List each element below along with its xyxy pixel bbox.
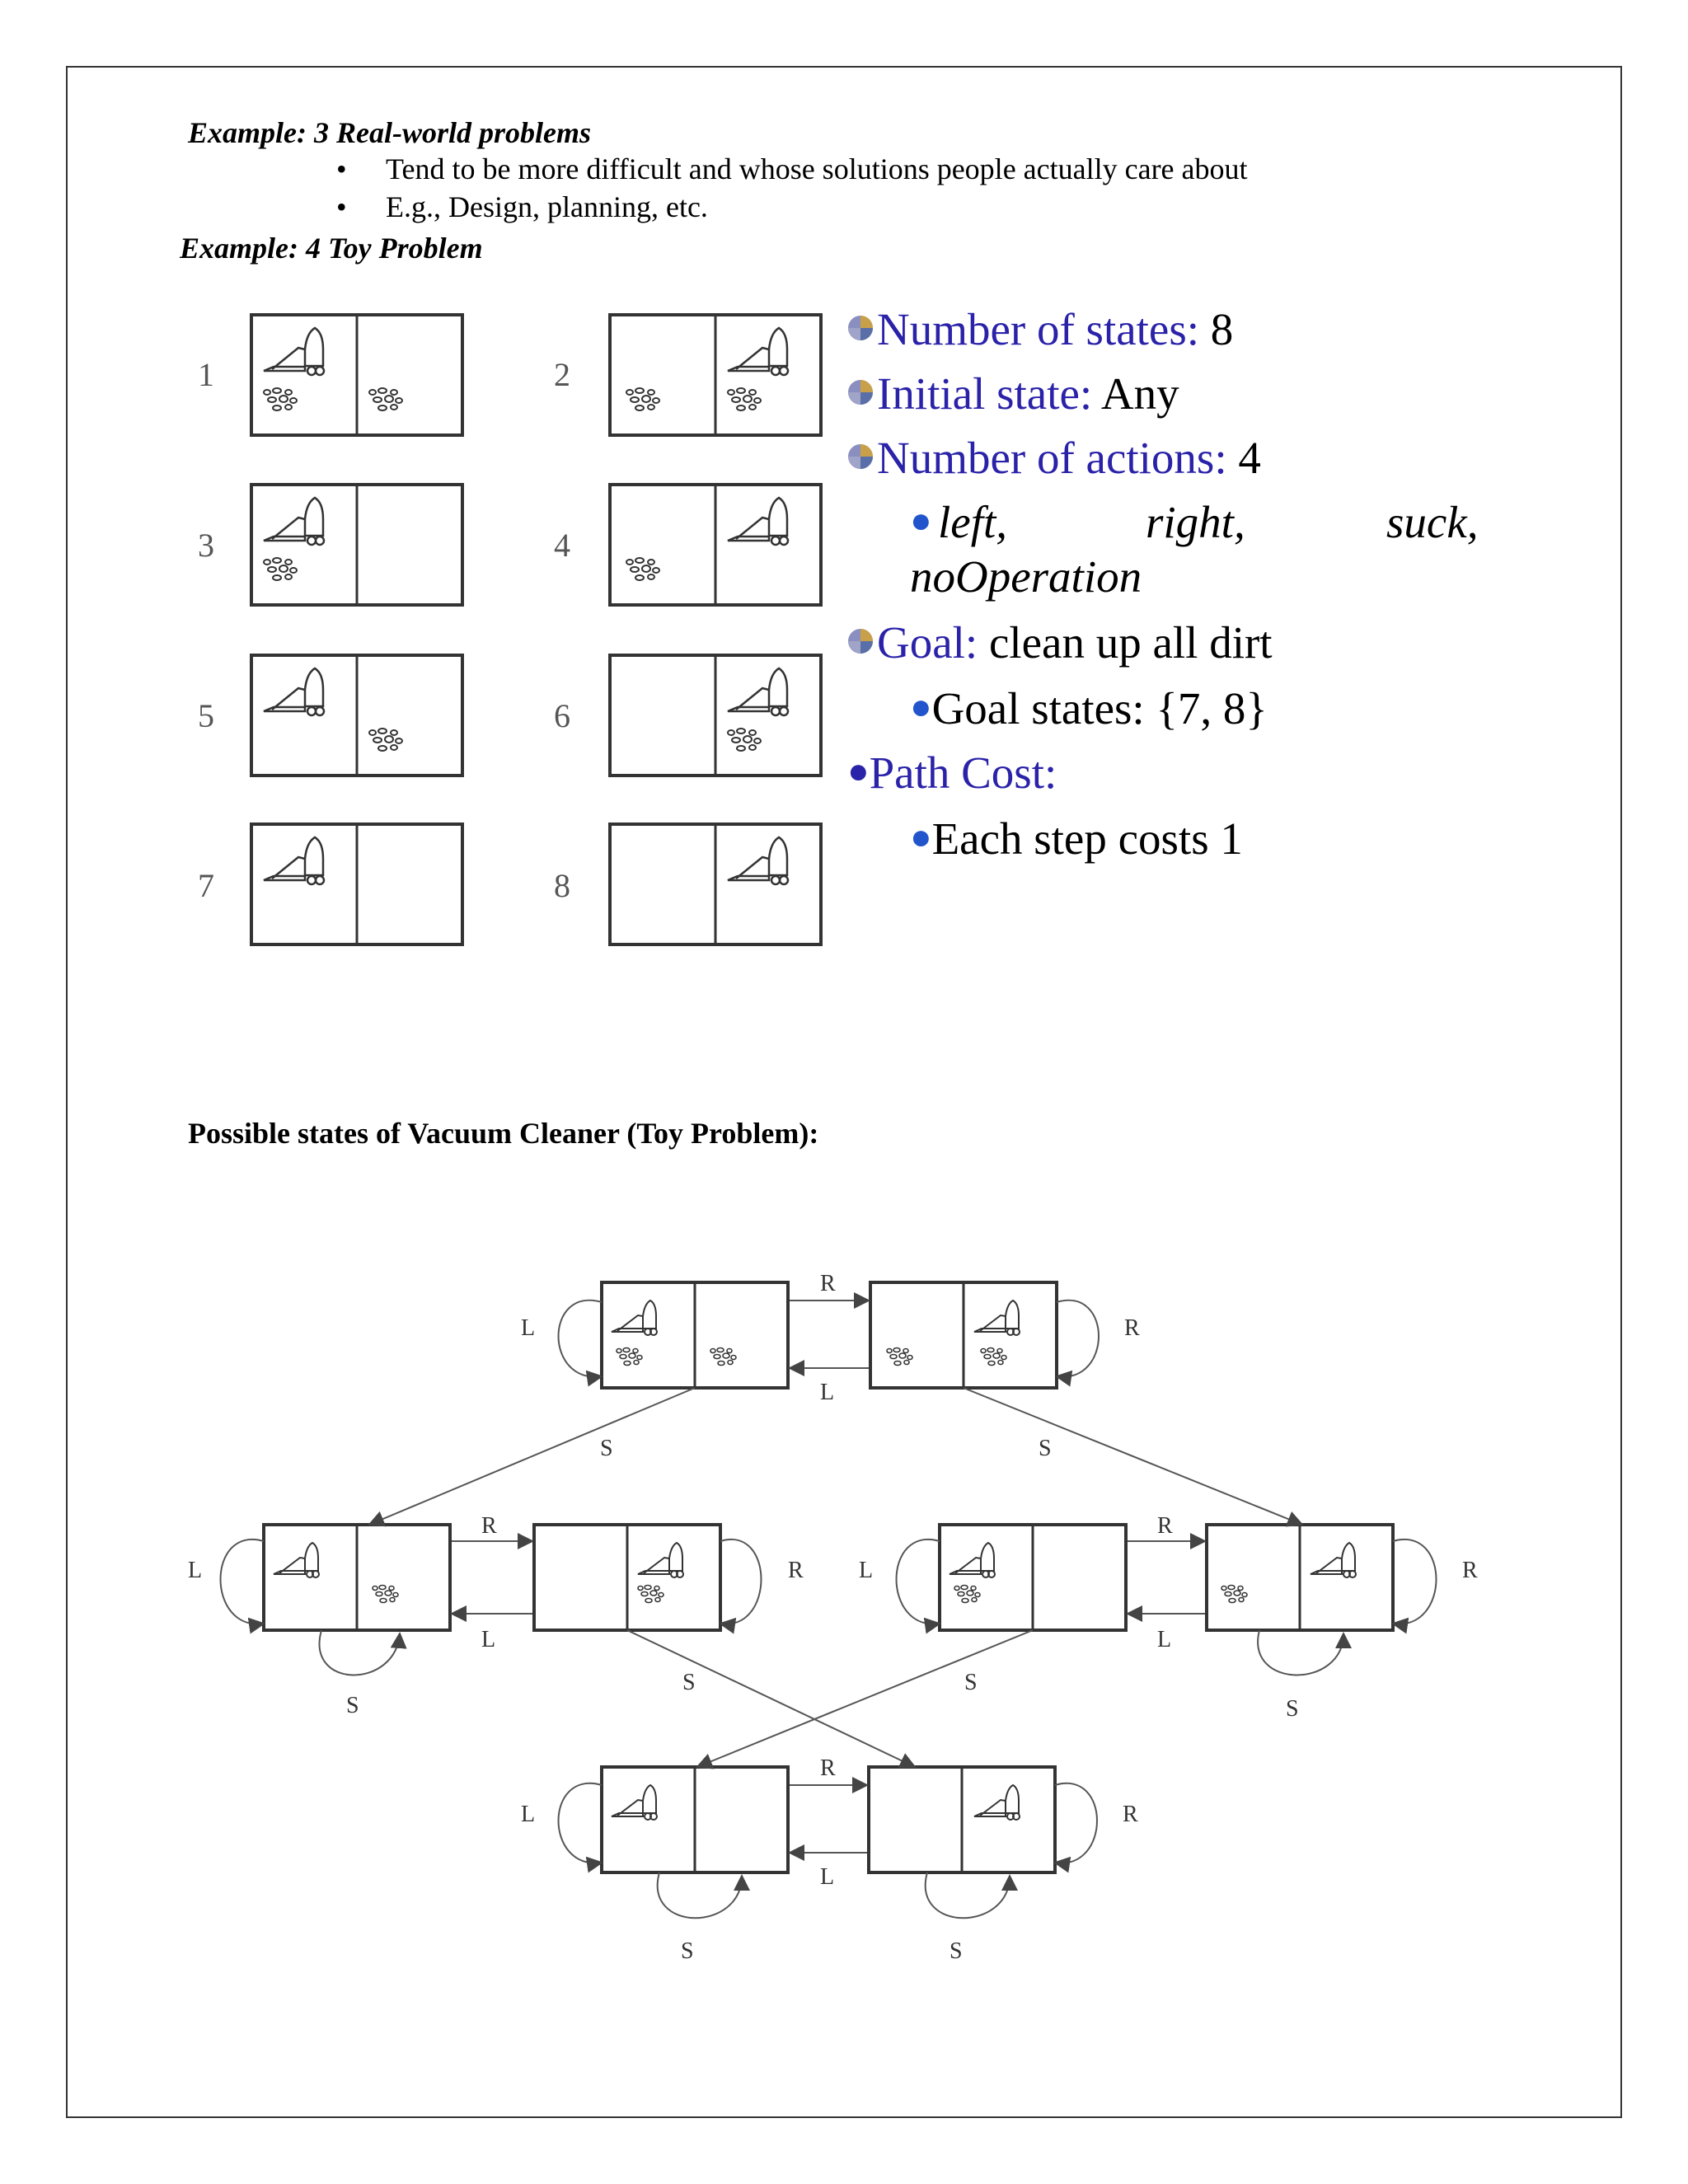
- pie-bullet-icon: [847, 315, 874, 341]
- state-number: 7: [198, 867, 214, 904]
- diagram-state-box: [264, 1525, 450, 1630]
- vacuum-icon: [728, 328, 788, 375]
- label-left: L: [521, 1315, 536, 1341]
- dirt-icon: [638, 1586, 663, 1603]
- dot-bullet-icon: ●: [910, 817, 932, 857]
- diagram-state-box: [534, 1525, 720, 1630]
- label-right: R: [1462, 1558, 1478, 1583]
- pie-bullet-icon: [847, 628, 874, 654]
- label-left: L: [481, 1627, 496, 1652]
- prop-value: clean up all dirt: [978, 617, 1273, 668]
- state-number: 8: [554, 867, 570, 904]
- label-suck: S: [600, 1436, 613, 1461]
- pie-bullet-icon: [847, 379, 874, 405]
- vacuum-icon: [612, 1301, 657, 1335]
- label-suck: S: [964, 1670, 978, 1695]
- vacuum-icon: [728, 498, 788, 545]
- prop-label: Number of states:: [877, 304, 1200, 354]
- goal-states: [910, 683, 1268, 733]
- goal-states-text: Goal states: {7, 8}: [931, 683, 1268, 733]
- label-left: L: [820, 1380, 835, 1405]
- label-right: R: [1124, 1315, 1140, 1341]
- path-cost-value: [910, 813, 1243, 864]
- vacuum-icon: [264, 328, 324, 375]
- transition-labels: [188, 1271, 1478, 1964]
- label-suck: S: [346, 1693, 359, 1718]
- dirt-icon: [710, 1348, 736, 1366]
- state-transition-diagram: [181, 1253, 1500, 1994]
- prop-label: Number of actions:: [877, 433, 1227, 483]
- dirt-icon: [369, 388, 402, 410]
- prop-path-cost: [847, 748, 1057, 798]
- dirt-icon: [981, 1348, 1006, 1366]
- dirt-icon: [887, 1348, 912, 1366]
- state-number: 3: [198, 527, 214, 564]
- prop-num-actions: [847, 433, 1261, 483]
- diagram-state-box: [940, 1525, 1126, 1630]
- label-right: R: [481, 1513, 497, 1539]
- path-cost-text: Each step costs 1: [931, 813, 1243, 864]
- actions-line-2: noOperation: [910, 551, 1142, 602]
- dot-bullet-icon: ●: [847, 751, 870, 791]
- dirt-icon: [626, 558, 659, 580]
- label-right: R: [788, 1558, 804, 1583]
- vacuum-icon: [728, 668, 788, 715]
- label-suck: S: [681, 1938, 694, 1964]
- label-right: R: [820, 1755, 836, 1781]
- vacuum-icon: [274, 1543, 319, 1577]
- dirt-icon: [617, 1348, 642, 1366]
- vacuum-icon: [1311, 1543, 1356, 1577]
- state-box-7: [251, 824, 462, 944]
- dirt-icon: [728, 729, 761, 751]
- example3-bullet-2: [336, 190, 708, 224]
- label-suck: S: [1039, 1436, 1052, 1461]
- prop-value: Any: [1092, 368, 1179, 419]
- prop-value: 8: [1199, 304, 1234, 354]
- label-left: L: [859, 1558, 874, 1583]
- diagram-state-box: [870, 1282, 1057, 1388]
- diagram-state-box: [602, 1282, 788, 1388]
- state-number: 6: [554, 697, 570, 734]
- dirt-icon: [626, 388, 659, 410]
- label-right: R: [1157, 1513, 1173, 1539]
- label-right: R: [1123, 1802, 1138, 1827]
- bullet-text: E.g., Design, planning, etc.: [386, 190, 708, 223]
- vacuum-icon: [264, 837, 324, 884]
- label-suck: S: [682, 1670, 696, 1695]
- vacuum-icon: [974, 1785, 1020, 1820]
- state-box-6: [610, 655, 821, 776]
- dirt-icon: [728, 388, 761, 410]
- state-box-8: [610, 824, 821, 944]
- prop-num-states: [847, 304, 1234, 354]
- diagram-state-box: [602, 1767, 788, 1872]
- prop-label: Path Cost:: [869, 748, 1057, 798]
- state-number: 5: [198, 697, 214, 734]
- diagram-state-box: [1207, 1525, 1393, 1630]
- dot-bullet-icon: ●: [910, 500, 932, 541]
- actions-line-1: [910, 499, 1487, 545]
- label-left: L: [820, 1864, 835, 1890]
- action-suck: suck,: [1386, 497, 1479, 547]
- bullet-text: Tend to be more difficult and whose solutions people actually care about: [386, 152, 1248, 185]
- dirt-icon: [264, 558, 297, 580]
- example3-heading: Example: 3 Real-world problems: [188, 116, 591, 149]
- state-box-1: [251, 315, 462, 435]
- bullet-icon: •: [336, 152, 347, 185]
- dot-bullet-icon: ●: [910, 687, 932, 727]
- state-number: 2: [554, 356, 570, 393]
- pie-bullet-icon: [847, 443, 874, 470]
- dirt-icon: [369, 729, 402, 751]
- prop-label: Goal:: [877, 617, 978, 668]
- vacuum-icon: [264, 498, 324, 545]
- vacuum-icon: [728, 837, 788, 884]
- dirt-icon: [373, 1586, 398, 1603]
- state-number: 4: [554, 527, 570, 564]
- action-left: left,: [938, 497, 1008, 547]
- state-box-3: [251, 485, 462, 605]
- dirt-icon: [264, 388, 297, 410]
- label-left: L: [521, 1802, 536, 1827]
- label-left: L: [1157, 1627, 1172, 1652]
- label-left: L: [188, 1558, 203, 1583]
- label-suck: S: [1286, 1696, 1299, 1722]
- bullet-icon: •: [336, 190, 347, 223]
- vacuum-icon: [264, 668, 324, 715]
- vacuum-icon: [612, 1785, 657, 1820]
- state-grid: [181, 297, 841, 956]
- prop-initial-state: [847, 368, 1179, 419]
- state-box-5: [251, 655, 462, 776]
- state-box-4: [610, 485, 821, 605]
- vacuum-icon: [974, 1301, 1020, 1335]
- example3-bullet-1: [336, 152, 1248, 186]
- dirt-icon: [954, 1586, 980, 1603]
- dirt-icon: [1221, 1586, 1247, 1603]
- vacuum-icon: [638, 1543, 683, 1577]
- vacuum-icon: [950, 1543, 995, 1577]
- label-suck: S: [950, 1938, 963, 1964]
- prop-label: Initial state:: [877, 368, 1093, 419]
- diagram-state-box: [869, 1767, 1055, 1872]
- action-right: right,: [1146, 497, 1245, 547]
- label-right: R: [820, 1271, 836, 1296]
- state-number: 1: [198, 356, 214, 393]
- state-box-2: [610, 315, 821, 435]
- prop-goal: [847, 617, 1273, 668]
- prop-value: 4: [1226, 433, 1261, 483]
- example4-heading: Example: 4 Toy Problem: [180, 232, 483, 265]
- section-caption: Possible states of Vacuum Cleaner (Toy Problem):: [188, 1117, 819, 1150]
